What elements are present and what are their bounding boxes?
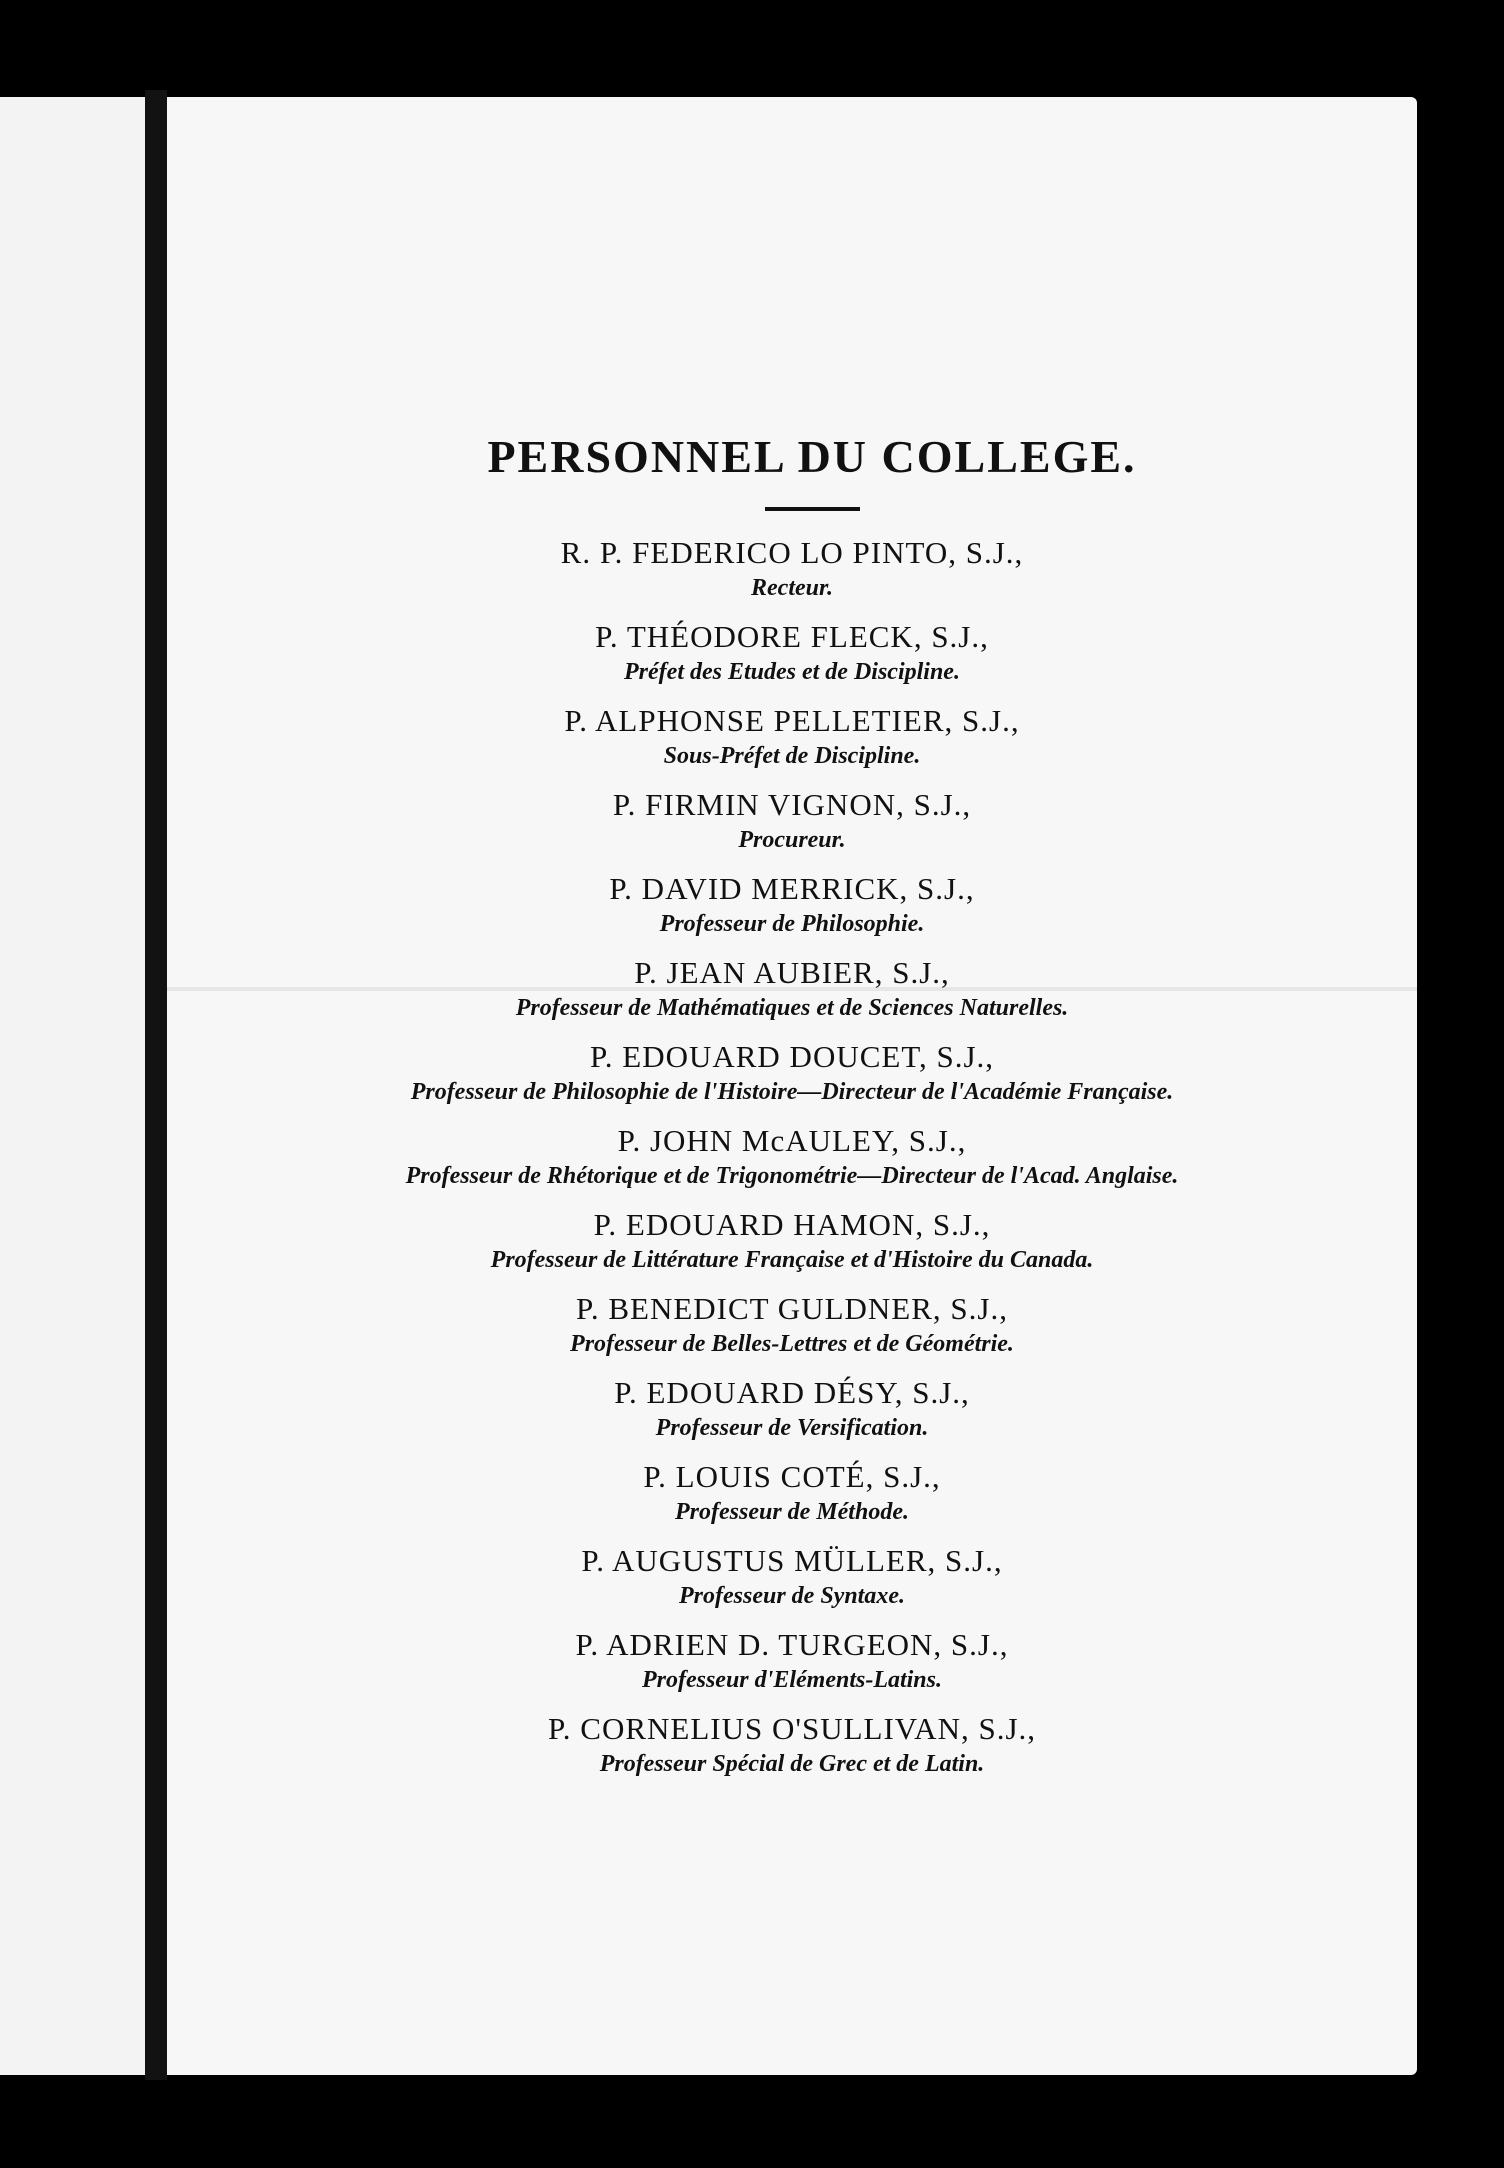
staff-role: Professeur de Mathématiques et de Sciences Naturelles. <box>515 995 1069 1021</box>
staff-name: P. AUGUSTUS MÜLLER, S.J., <box>581 1543 1003 1578</box>
staff-name: P. FIRMIN VIGNON, S.J., <box>612 787 972 822</box>
staff-entry <box>167 701 1417 785</box>
staff-name: P. DAVID MERRICK, S.J., <box>609 871 975 906</box>
staff-name: R. P. FEDERICO LO PINTO, S.J., <box>560 535 1024 570</box>
staff-name: P. ALPHONSE PELLETIER, S.J., <box>564 703 1020 738</box>
document-page <box>167 97 1417 2075</box>
staff-name: P. JEAN AUBIER, S.J., <box>634 955 950 990</box>
staff-entry <box>167 869 1417 953</box>
staff-entry <box>167 1373 1417 1457</box>
staff-name: P. EDOUARD HAMON, S.J., <box>593 1207 991 1242</box>
staff-entry <box>167 1289 1417 1373</box>
staff-entry <box>167 1457 1417 1541</box>
title-rule <box>765 507 860 511</box>
staff-entry <box>167 953 1417 1037</box>
staff-entry <box>167 617 1417 701</box>
staff-role: Recteur. <box>751 575 833 601</box>
staff-role: Professeur de Philosophie. <box>659 911 925 937</box>
staff-role: Professeur de Belles-Lettres et de Géométrie. <box>570 1331 1014 1357</box>
staff-entry <box>167 1625 1417 1709</box>
staff-name: P. EDOUARD DOUCET, S.J., <box>589 1039 995 1074</box>
staff-entry <box>167 785 1417 869</box>
staff-entry <box>167 533 1417 617</box>
book-spine <box>145 90 167 2080</box>
staff-name: P. LOUIS COTÉ, S.J., <box>643 1459 941 1494</box>
staff-entry <box>167 1709 1417 1793</box>
staff-role: Sous-Préfet de Discipline. <box>663 743 921 769</box>
staff-name: P. THÉODORE FLECK, S.J., <box>595 619 989 654</box>
staff-entry <box>167 1541 1417 1625</box>
page-content <box>167 427 1417 1793</box>
staff-entry <box>167 1205 1417 1289</box>
staff-name: P. JOHN McAULEY, S.J., <box>617 1123 967 1158</box>
staff-name: P. ADRIEN D. TURGEON, S.J., <box>575 1627 1009 1662</box>
page-title: PERSONNEL DU COLLEGE. <box>487 431 1137 482</box>
left-page-edge <box>0 97 145 2075</box>
staff-role: Professeur de Littérature Française et d'Histoire du Canada. <box>490 1247 1094 1273</box>
staff-role: Professeur d'Eléments-Latins. <box>641 1667 942 1693</box>
staff-entry <box>167 1121 1417 1205</box>
staff-role: Professeur de Rhétorique et de Trigonométrie—Directeur de l'Acad. Anglaise. <box>405 1163 1179 1189</box>
staff-role: Préfet des Etudes et de Discipline. <box>624 659 960 685</box>
staff-role: Professeur de Méthode. <box>675 1499 909 1525</box>
staff-entry <box>167 1037 1417 1121</box>
staff-role: Professeur de Philosophie de l'Histoire—Directeur de l'Académie Française. <box>410 1079 1174 1105</box>
staff-role: Professeur Spécial de Grec et de Latin. <box>599 1751 985 1777</box>
staff-name: P. BENEDICT GULDNER, S.J., <box>576 1291 1008 1326</box>
staff-role: Professeur de Syntaxe. <box>679 1583 905 1609</box>
staff-name: P. EDOUARD DÉSY, S.J., <box>614 1375 970 1410</box>
staff-role: Procureur. <box>738 827 846 853</box>
staff-name: P. CORNELIUS O'SULLIVAN, S.J., <box>547 1711 1037 1746</box>
staff-role: Professeur de Versification. <box>655 1415 929 1441</box>
